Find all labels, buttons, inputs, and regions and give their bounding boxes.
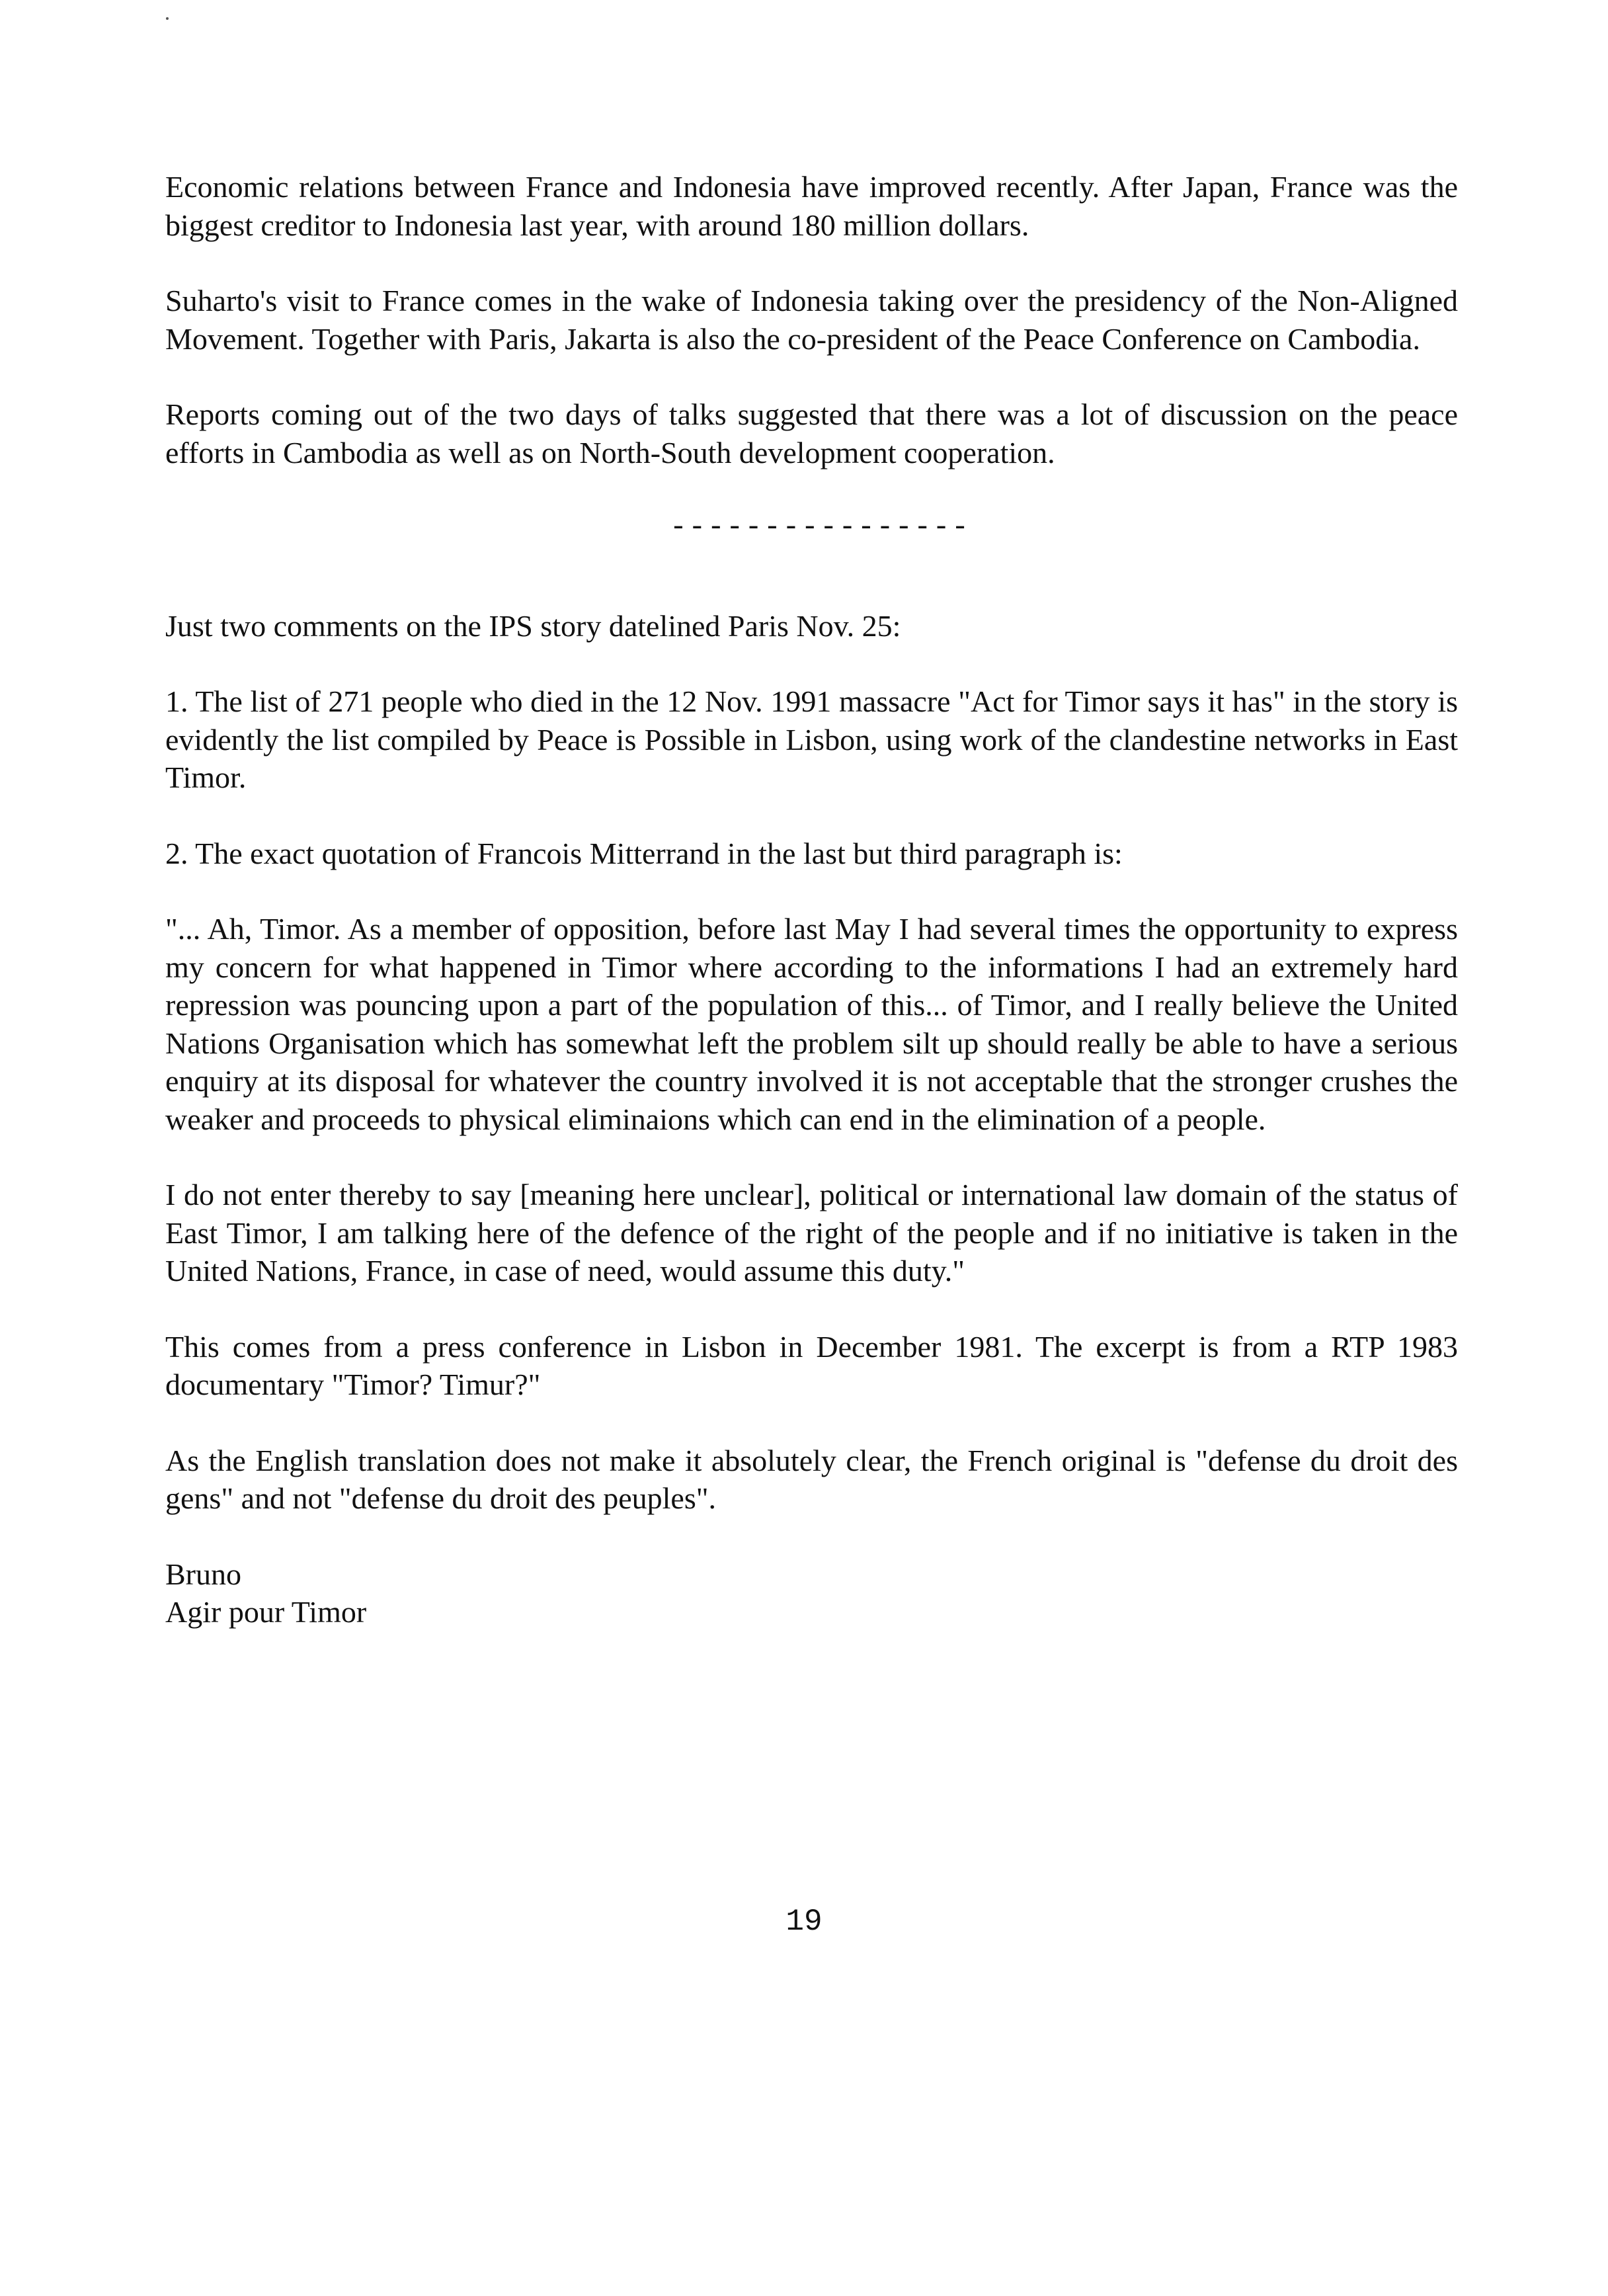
scan-speck [166,17,169,20]
paragraph-translation-note: As the English translation does not make it absolutely clear, the French original is "defense du droit des gens" and not "defense du droit des peuples". [165,1443,1458,1515]
paragraph-comment-two: 2. The exact quotation of Francois Mitterrand in the last but third paragraph is: [165,836,1123,870]
paragraph-economic-relations: Economic relations between France and Indonesia have improved recently. After Japan, France was the biggest creditor to Indonesia last year, with around 180 million dollars. [165,170,1458,242]
paragraph-quotation-part-two: I do not enter thereby to say [meaning here unclear], political or international law domain of the status of East Timor, I am talking here of the defence of the right of the people and if no initiative is taken in the United Nations, France, in case of need, would assume this duty." [165,1178,1458,1288]
paragraph-suharto-visit: Suharto's visit to France comes in the wake of Indonesia taking over the presidency of the Non-Aligned Movement. Together with Paris, Jakarta is also the co-president of the Peace Conference on Cambodia. [165,284,1458,356]
paragraph-source-note: This comes from a press conference in Lisbon in December 1981. The excerpt is from a RTP 1983 documentary "Timor? Timur?" [165,1329,1458,1401]
paragraph-quotation-part-one: "... Ah, Timor. As a member of opposition, before last May I had several times the opportunity to express my concern for what happened in Timor where according to the informations I had an extremely hard repression was pouncing upon a part of the population of this... of Timor, and I really believe the United Nations Organisation which has somewhat left the problem silt up should really be able to have a serious enquiry at its disposal for whatever the country involved it is not acceptable that the stronger crushes the weaker and proceeds to physical eliminaions which can end in the elimination of a people. [165,912,1458,1136]
signature-name: Bruno [165,1557,241,1591]
page-number: 19 [785,1905,823,1939]
paragraph-comment-one: 1. The list of 271 people who died in the 12 Nov. 1991 massacre "Act for Timor says it has" in the story is evidently the list compiled by Peace is Possible in Lisbon, using work of the clandestine networks in East Timor. [165,684,1458,794]
signature-organization: Agir pour Timor [165,1595,367,1629]
paragraph-reports-talks: Reports coming out of the two days of talks suggested that there was a lot of discussion on the peace efforts in Cambodia as well as on North-South development cooperation. [165,397,1458,470]
paragraph-comments-intro: Just two comments on the IPS story datelined Paris Nov. 25: [165,608,901,643]
section-separator: ---------------- [669,511,971,544]
document-body [165,168,1458,1631]
